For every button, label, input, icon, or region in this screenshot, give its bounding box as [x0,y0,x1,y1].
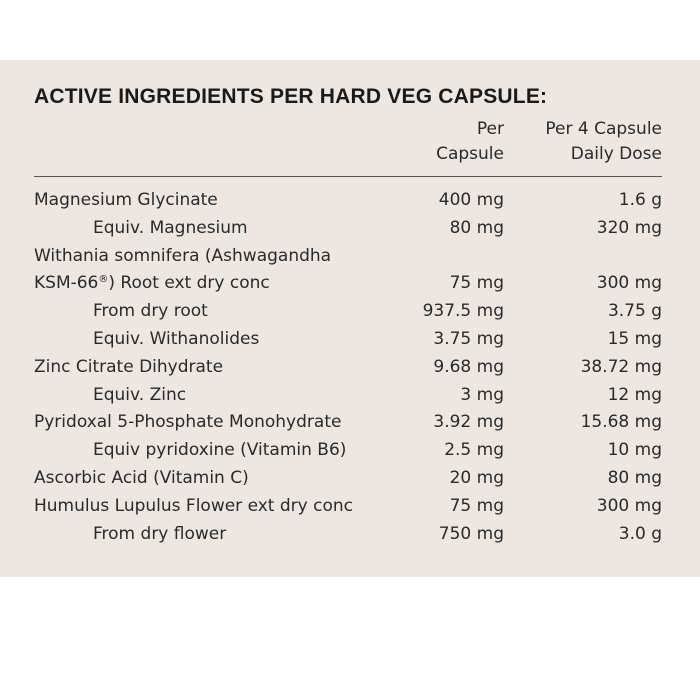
ingredient-name: Ascorbic Acid (Vitamin C) [34,467,249,488]
column-header-daily-dose [545,117,662,167]
daily-dose-value: 320 mg [596,217,662,238]
per-capsule-value: 937.5 mg [422,301,504,322]
per-capsule-value: 3.92 mg [433,412,504,433]
header-divider [34,176,662,177]
column-header-daily-dose-line-1: Per 4 Capsule [545,119,662,139]
ingredient-name: From dry flower [93,523,227,544]
per-capsule-value: 20 mg [449,467,504,488]
ingredient-rows [0,187,700,548]
daily-dose-value: 15.68 mg [580,412,662,433]
per-capsule-value: 80 mg [449,217,504,238]
ingredient-name: Equiv pyridoxine (Vitamin B6) [93,440,347,461]
daily-dose-value: 300 mg [596,273,662,294]
per-capsule-value: 400 mg [438,190,504,210]
table-row [0,187,700,215]
ingredient-name: Equiv. Magnesium [93,217,248,238]
daily-dose-value: 3.75 g [607,301,662,322]
ingredient-name: Humulus Lupulus Flower ext dry conc [34,495,353,516]
column-header-per-capsule [436,117,504,167]
table-row [0,243,700,271]
daily-dose-value: 38.72 mg [580,356,662,377]
table-row [0,521,700,549]
daily-dose-value: 15 mg [607,328,662,349]
table-row [0,270,700,298]
ingredient-name: Equiv. Zinc [93,384,187,405]
per-capsule-value: 75 mg [449,273,504,294]
table-row [0,409,700,437]
column-header-per-capsule-line-1: Per [476,119,504,139]
table-row [0,437,700,465]
table-row [0,382,700,410]
daily-dose-value: 1.6 g [618,190,662,210]
ingredient-name: From dry root [93,301,208,322]
ingredient-name: Zinc Citrate Dihydrate [34,356,224,377]
per-capsule-value: 2.5 mg [444,440,504,461]
per-capsule-value: 3 mg [460,384,504,405]
daily-dose-value: 3.0 g [618,523,662,544]
ingredient-name: Magnesium Glycinate [34,190,218,210]
column-header-per-capsule-line-2: Capsule [436,144,504,164]
ingredient-name: Pyridoxal 5-Phosphate Monohydrate [34,412,342,433]
ingredient-name: Equiv. Withanolides [93,328,260,349]
table-row [0,215,700,243]
table-row [0,465,700,493]
column-header-daily-dose-line-2: Daily Dose [570,144,662,164]
table-row [0,354,700,382]
per-capsule-value: 75 mg [449,495,504,516]
per-capsule-value: 3.75 mg [433,328,504,349]
daily-dose-value: 10 mg [607,440,662,461]
daily-dose-value: 80 mg [607,467,662,488]
table-title: ACTIVE INGREDIENTS PER HARD VEG CAPSULE: [34,85,548,108]
daily-dose-value: 300 mg [596,495,662,516]
per-capsule-value: 9.68 mg [433,356,504,377]
ingredients-panel [0,60,700,577]
table-row [0,298,700,326]
per-capsule-value: 750 mg [438,523,504,544]
ingredient-name: Withania somnifera (Ashwagandha [34,245,332,266]
table-row [0,326,700,354]
daily-dose-value: 12 mg [607,384,662,405]
ingredient-name: KSM-66®) Root ext dry conc [34,273,270,294]
table-row [0,493,700,521]
